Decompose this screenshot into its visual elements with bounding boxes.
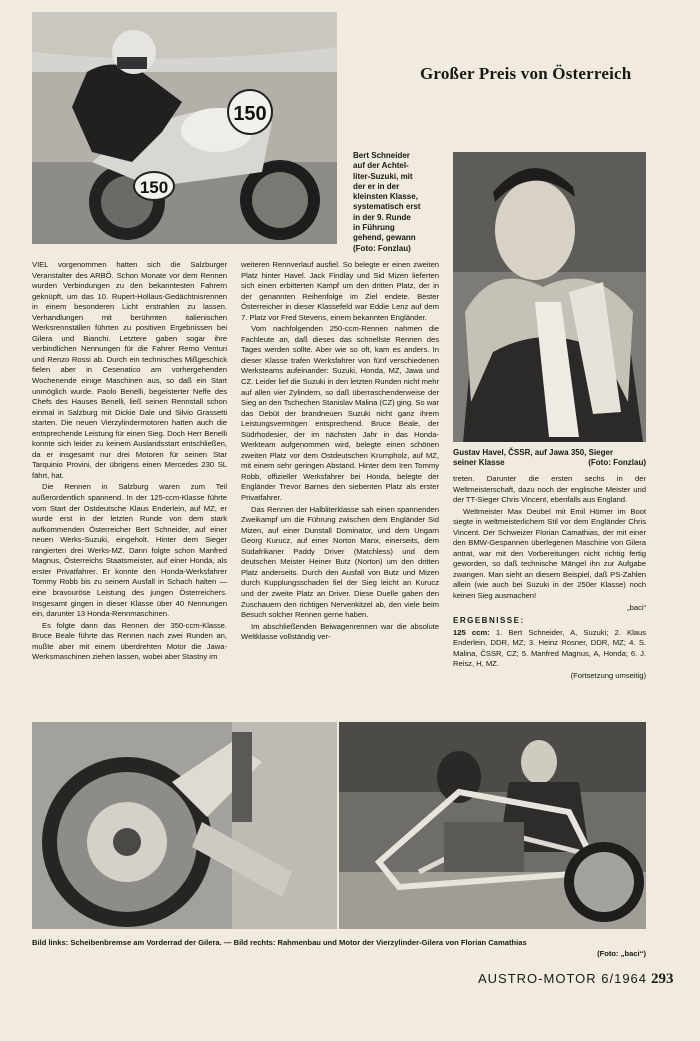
- photo-disc-brake: [32, 722, 337, 929]
- results-heading: ERGEBNISSE:: [453, 616, 525, 626]
- col2-paragraph: Vom nachfolgenden 250-ccm-Rennen nahmen die Fachleute an, daß dieses das schnellste Rennen des Tages werden sollte. Aber wie so oft, kam es anders. In dieser Klasse trafen Werksfahrer von fünf verschiedenen Werksteams aufeinander: Suzuki, Honda, MZ, Jawa und CZ. Leider lief die Suzuki in den letzten Runden nicht mehr auf allen vier Zylindern, so daß überraschenderweise der Sieg an den Tschechen Stanislav Malina (CZ) ging. So war das Debüt der brandneuen Suzuki nicht ganz ihrem Leistungsvermögen entsprechend. Bruce Beale, der Südrhodesier, der im nächsten Jahr in das Honda-Werkteam aufgenommen wird, belegte einen schönen zweiten Platz vor dem Ostdeutschen Krumpholz, auf MZ, mit einem sehr geringen Abstand. Hinter dem Iren Tommy Robb, offizieller Werksfahrer bei Honda, belegte der Engländer Trevor Barnes den siebenten Platz als erster Privatfahrer.: [241, 324, 439, 503]
- col2-paragraph: weiteren Rennverlauf ausfiel. So belegte er einen zweiten Platz hinter Havel. Jack Findlay und Sid Mizen lieferten sich einen erbitterten Kampf um den dritten Platz, der in der genannten Reihenfolge im Ziel endete. Bester Österreicher in dieser Klassefeld war Eddie Lenz auf dem 7. Platz vor Fred Stevens, einem bekannten Engländer.: [241, 260, 439, 322]
- col3-paragraph: Weltmeister Max Deubel mit Emil Hörner im Boot siegte in weltmeisterlichem Stil vor dem Engländer Chris Vincent. Der Schweizer Florian Camathias, der mit einer den BMW-Gespannen überlegenen Maschine von Gilera antrat, war mit den Vorbereitungen nicht richtig fertig geworden, so daß technische Mängel ihn zur Aufgabe zwangen. Man sieht an diesem Beispiel, daß PS-Zahlen allein (wie auch bei Suzuki in der 250er Klasse) noch keinen Sieg ausmachen!: [453, 506, 646, 601]
- article-column-3: [453, 474, 646, 681]
- article-headline: Großer Preis von Österreich: [420, 64, 632, 83]
- article-column-2: [241, 260, 439, 644]
- author-signature: „baci“: [627, 602, 646, 612]
- photo-number-front: 150: [233, 103, 267, 125]
- col2-paragraph: Das Rennen der Halbliterklasse sah einen spannenden Zweikampf um die Führung zwischen dem Engländer Sid Mizen, auf einer Dunstall Dominator, und dem Ungarn Georg Kurucz, auf einer Norton Manx, einerseits, dem Südafrikaner Paddy Driver (Matchless) und dem deutschen Meister Heiner Butz (Norton) um den dritten Platz anderseits. Durch den Ausfall von Butz und Mizen durch Kupplungsschaden fiel der Sieg leicht an Kurucz und der zweite Platz an Driver. Diese Duelle gaben den Zuschauern den richtigen Nervenkitzel ab, den viele beim Besuch solcher Rennen gerne haben.: [241, 504, 439, 620]
- photo-rider-schneider: [32, 12, 337, 244]
- photo-havel-winner: [453, 152, 646, 442]
- col1-paragraph: VIEL vorgenommen hatten sich die Salzburger Veranstalter des ARBÖ. Schon Monate vor dem Rennen wurden Verbindungen zu den bekanntesten Fahrern geknüpft, um das 10. Rupert-Hollaus-Gedächtnisrennen in einem besonderen Licht erstrahlen zu lassen. Verhandlungen mit berühmten italienischen Werksrennställen führten zu positiven Ergebnissen bei Gilera und Bianchi. Letztere gaben sogar ihre verbindlichen Nennungen für die Fahrer Remo Venturi und Renzo Rossi ab. Durch ein technisches Mißgeschick fielen aber in Cesenatico am vorhergehenden Wochenende einige Maschinen aus, so daß ein Start unmöglich wurde. Paolo Benelli, begeisterter Neffe des Chefs des Hauses Benelli, ließ seinen Rennstall schon einmal in Salzburg mit Dickie Dale und Silvio Grassetti starten. Die neuen Vierzylindermotoren hatten auch die entsprechende Leistung für einen Sieg. Doch Herr Benelli konnte sich leider zu keinem Auslandsstart entschließen, da er insgesamt nur drei Motoren für seinen Star Tarquinio Provini, der übrigens einen Mercedes 230 SL fährt, hat.: [32, 260, 227, 480]
- col1-paragraph: Die Rennen in Salzburg waren zum Teil außerordentlich spannend. In der 125-ccm-Klasse führte vom Start der Ostdeutsche Klaus Enderlein, auf MZ, er wurde erst in der letzten Runde von dem stark aufkommenden Österreicher Bert Schneider, auf einer neuen Werks-Suzuki, eingeholt. Hinter dem Sieger rangierten drei Werks-MZ. Dann folgte schon Manfred Magnus, Österreichs Staatsmeister, auf einer Honda, als erster Privatfahrer. Er konnte den Honda-Werksfahrer Tommy Robb bis zu seinem Ausfall in Schach halten — eine bravouröse Leistung des jungen Österreichers. Insgesamt gingen in dieser Klasse über 40 Nennungen ein, darunter 13 Honda-Rennmaschinen.: [32, 482, 227, 619]
- bottom-photo-caption: Bild links: Scheibenbremse am Vorderrad der Gilera. — Bild rechts: Rahmenbau und Motor der Vierzylinder-Gilera von Florian Camathias (Foto: „baci“): [32, 938, 646, 958]
- bottom-caption-credit: (Foto: „baci“): [597, 948, 646, 958]
- col2-paragraph: Im abschließenden Beiwagenrennen war die absolute Weltklasse vollständig ver-: [241, 621, 439, 642]
- magazine-issue: AUSTRO-MOTOR 6/1964: [478, 971, 648, 986]
- caption-havel: Gustav Havel, ČSSR, auf Jawa 350, Sieger seiner Klasse (Foto: Fonzlau): [453, 448, 646, 468]
- photo-number-side: 150: [139, 178, 169, 197]
- photo-gilera-frame: [339, 722, 646, 929]
- article-column-1: [32, 260, 227, 664]
- page-number: 293: [651, 971, 674, 987]
- page-footer: [478, 970, 674, 988]
- results-text: 125 ccm: 1. Bert Schneider, A, Suzuki; 2. Klaus Enderlein, DDR, MZ; 3. Heinz Rosner, DDR, MZ; 4. S. Malina, ČSSR, CZ; 5. Manfred Magnus, A, Honda; 6. J. Reisz, H, MZ.: [453, 627, 646, 669]
- col1-paragraph: Es folgte dann das Rennen der 350-ccm-Klasse. Bruce Beale führte das Rennen nach zwei Runden an, mußte aber mit einem überdrehten Motor die Jawa-Werksmaschinen ziehen lassen, wobei aber Stastny im: [32, 620, 227, 662]
- results-continued: (Fortsetzung umseitig): [570, 670, 646, 680]
- col3-paragraph: treten. Darunter die ersten sechs in der Weltmeisterschaft, dazu noch der englische Meister und der TT-Sieger Chris Vincent, ebenfalls aus England.: [453, 474, 646, 505]
- caption-schneider: Bert Schneider auf der Achtel- liter-Suzuki, mit der er in der kleinsten Klasse, systematisch erst in der 9. Runde in Führung gehend, gewann (Foto: Fonzlau): [353, 151, 421, 253]
